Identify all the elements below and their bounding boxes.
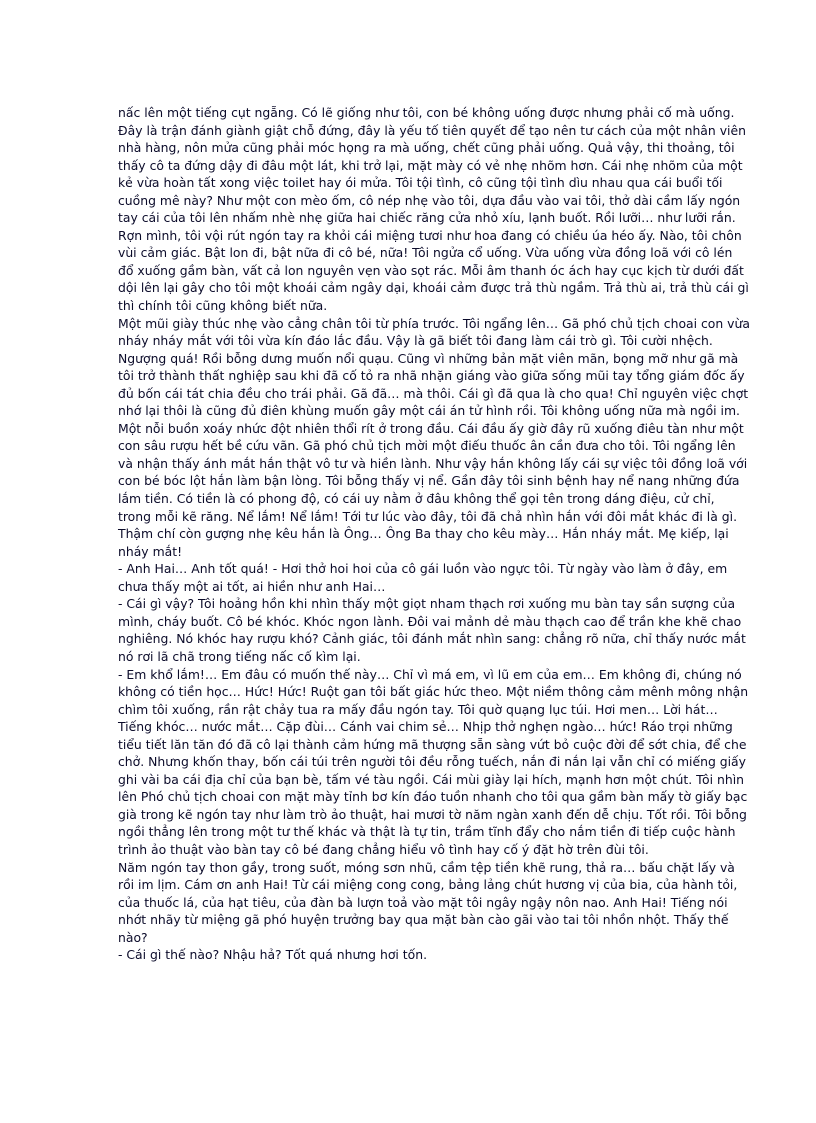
paragraph: nấc lên một tiếng cụt ngẵng. Có lẽ giống như tôi, con bé không uống được nhưng phải cố mà uống. Đây là trận đánh giành giật chỗ đứng, đây là yếu tố tiên quyết để tạo nên tư cách của một nhân viên nhà hàng, nôn mửa cũng phải móc họng ra mà uống, chết cũng phải uống. Quả vậy, thi thoảng, tôi thấy cô ta đứng dậy đi đâu một lát, khi trở lại, mặt mày có vẻ nhẹ nhõm hơn. Cái nhẹ nhõm của một kẻ vừa hoàn tất xong việc toilet hay ói mửa. Tôi tội tình, cô cũng tội tình dìu nhau qua cái buổi tối cuồng mê này? Như một con mèo ốm, cô nép nhẹ vào tôi, dựa đầu vào vai tôi, thở dài cầm lấy ngón tay cái của tôi lên nhấm nhè nhẹ giữa hai chiếc răng cửa nhỏ xíu, lạnh buốt. Rồi lưỡi… như lưỡi rắn. Rợn mình, tôi vội rút ngón tay ra khỏi cái miệng tươi như hoa đang có chiều úa héo ấy. Nào, tôi chôn vùi cảm giác. Bật lon đi, bật nữa đi cô bé, nữa! Tôi ngửa cổ uống. Vừa uống vừa đồng loã với cô lén đổ xuống gầm bàn, vất cả lon nguyên vẹn vào sọt rác. Mỗi âm thanh óc ách hay cục kịch từ dưới đất dội lên lại gây cho tôi một khoái cảm ngây dại, khoái cảm được trả thù ngầm. Trả thù ai, trả thù cái gì thì chính tôi cũng không biết nữa. [118, 105, 749, 314]
paragraph: Một mũi giày thúc nhẹ vào cẳng chân tôi từ phía trước. Tôi ngẩng lên… Gã phó chủ tịch choai con vừa nháy nháy mắt với tôi vừa kín đáo lắc đầu. Vậy là gã biết tôi đang làm cái trò gì. Tôi cười nhệch. Ngượng quá! Rồi bỗng dưng muốn nổi quạu. Cũng vì những bản mặt viên mãn, bọng mỡ như gã mà tôi trở thành thất nghiệp sau khi đã cố tỏ ra nhã nhặn giáng vào giữa sống mũi tay tổng giám đốc ấy đủ bốn cái tát chia đều cho trái phải. Gã đã… mà thôi. Cái gì đã qua là cho qua! Chỉ nguyên việc chợt nhớ lại thôi là cũng đủ điên khùng muốn gây một cái án tử hình rồi. Tôi không uống nữa mà ngồi im. Một nỗi buồn xoáy nhức đột nhiên thổi rít ở trong đầu. Cái đầu ấy giờ đây rũ xuống điêu tàn như một con sâu rượu hết bề cứu vãn. Gã phó chủ tịch mời một điếu thuốc ân cần đưa cho tôi. Tôi ngẩng lên và nhận thấy ánh mắt hắn thật vô tư và hiền lành. Như vậy hắn không lấy cái sự việc tôi đồng loã với con bé bóc lột hắn làm bận lòng. Tôi bỗng thấy vị nể. Gần đây tôi sinh bệnh hay nể nang những đứa lắm tiền. Có tiền là có phong độ, có cái uy nằm ở đâu không thể gọi tên trong dáng điệu, cử chỉ, trong mỗi kẽ răng. Nể lắm! Nể lắm! Tới tư lúc vào đây, tôi đã chả nhìn hắn với đôi mắt khác đi là gì. Thậm chí còn gượng nhẹ kêu hắn là Ông… Ông Ba thay cho kêu mày… Hắn nháy mắt. Mẹ kiếp, lại nháy mắt! [118, 315, 750, 559]
paragraph: - Anh Hai… Anh tốt quá! - Hơi thở hoi hoi của cô gái luồn vào ngực tôi. Từ ngày vào làm ở đây, em chưa thấy một ai tốt, ai hiền như anh Hai… [118, 561, 728, 594]
paragraph: - Em khổ lắm!… Em đâu có muốn thế này… Chỉ vì má em, vì lũ em của em… Em không đi, chúng nó không có tiền học… Hức! Hức! Ruột gan tôi bất giác hức theo. Một niềm thông cảm mênh mông nhận chìm tôi xuống, rần rật chảy tua ra mấy đầu ngón tay. Tôi quờ quạng lục túi. Hơi men… Lời hát… Tiếng khóc… nước mắt… Cặp đùi… Cánh vai chim sẻ… Nhịp thở nghẹn ngào… hức! Ráo trọi những tiểu tiết lăn tăn đó đã cô lại thành cảm hứng mã thượng sẵn sàng vứt bỏ cuộc đời để sớt chia, để che chở. Nhưng khốn thay, bốn cái túi trên người tôi đều rỗng tuếch, nắn đi nắn lại vẫn chỉ có miếng giấy ghi vài ba cái địa chỉ của bạn bè, tấm vé tàu ngồi. Cái mùi giày lại hích, mạnh hơn một chút. Tôi nhìn lên Phó chủ tịch choai con mặt mày tỉnh bơ kín đáo tuồn nhanh cho tôi qua gầm bàn mấy tờ giấy bạc già trong kẽ ngón tay như làm trò ảo thuật, hai mươi tờ năm ngàn xanh đến dễ chịu. Tốt rồi. Tôi bỗng ngồi thẳng lên trong một tư thế khác và thật là tự tin, trầm tĩnh đẩy cho nắm tiền đi tiếp cuộc hành trình ảo thuật vào bàn tay cô bé đang chẳng hiểu vô tình hay cố ý đặt hờ trên đùi tôi. [118, 666, 749, 857]
paragraph: - Cái gì thế nào? Nhậu hả? Tốt quá nhưng hơi tốn. [118, 947, 428, 963]
paragraph: Năm ngón tay thon gầy, trong suốt, móng sơn nhũ, cầm tệp tiền khẽ rung, thả ra… bấu chặt lấy và rồi im lịm. Cám ơn anh Hai! Từ cái miệng cong cong, bảng lảng chút hương vị của bia, của hành tỏi, của thuốc lá, của hạt tiêu, của đàn bà lượn toả vào mặt tôi ngây ngậy nôn nao. Anh Hai! Tiếng nói nhớt nhãy từ miệng gã phó huyện trưởng bay qua mặt bàn cào gãi vào tai tôi nhồn nhột. Thấy thế nào? [118, 859, 738, 945]
paragraph: - Cái gì vậy? Tôi hoảng hồn khi nhìn thấy một giọt nham thạch rơi xuống mu bàn tay sần sượng của mình, cháy buốt. Cô bé khóc. Khóc ngon lành. Đôi vai mảnh dẻ màu thạch cao để trần khe khẽ chao nghiêng. Nó khóc hay rượu khó? Cảnh giác, tôi đánh mắt nhìn sang: chẳng rõ nữa, chỉ thấy nước mắt nó rơi lã chã trong tiếng nấc cố kìm lại. [118, 596, 746, 664]
document-page [118, 104, 750, 964]
